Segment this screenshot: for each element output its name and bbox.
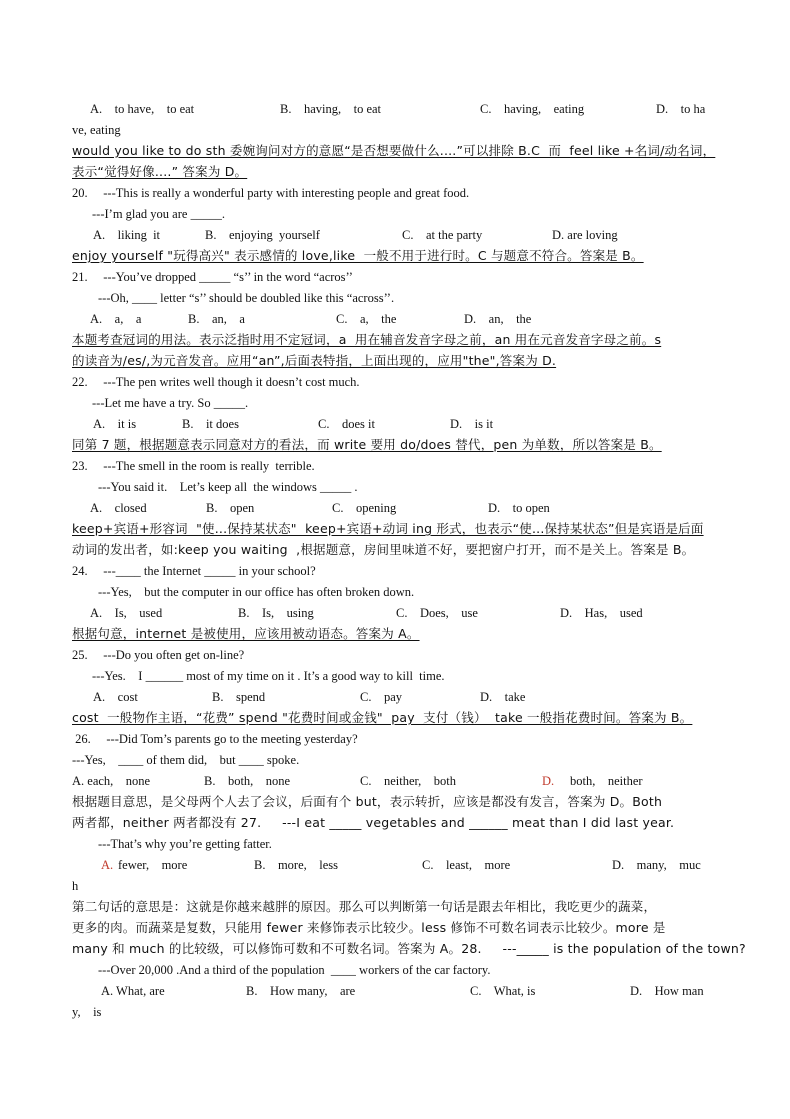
q23-explanation-line: 动词的发出者，如:keep you waiting ,根据题意，房间里味道不好，要把窗户打开，而不是关上。答案是 B。: [72, 542, 695, 557]
q25-option-c: C. pay: [360, 690, 403, 704]
q24-answer-line: ---Yes, but the computer in our office has often broken down.: [98, 585, 415, 599]
q24-option-c: C. Does, use: [396, 606, 478, 620]
q20-question: 20. ---This is really a wonderful party with interesting people and great food.: [72, 186, 470, 200]
q20-option-c: C. at the party: [402, 228, 483, 242]
q27-explanation-line: 更多的肉。而蔬菜是复数，只能用 fewer 来修饰表示比较少。less 修饰不可数名词表示比较少。more 是: [72, 920, 666, 935]
q25-answer-line: ---Yes. I ______ most of my time on it . It’s a good way to kill time.: [92, 669, 445, 683]
q23-option-d: D. to open: [488, 501, 550, 515]
q21-question: 21. ---You’ve dropped _____ “s’’ in the word “acros’’: [72, 270, 353, 284]
q27-explanation-line: 第二句话的意思是：这就是你越来越胖的原因。那么可以判断第一句话是跟去年相比，我吃更少的蔬菜，: [72, 899, 657, 914]
q22-explanation-line: 同第 7 题，根据题意表示同意对方的看法，而 write 要用 do/does 替代，pen 为单数，所以答案是 B。: [72, 437, 662, 452]
q26-option-b: B. both, none: [204, 774, 291, 788]
q23-answer-line: ---You said it. Let’s keep all the windows _____ .: [98, 480, 358, 494]
q26-option-d-text: both, neither: [570, 774, 643, 788]
q22-option-b: B. it does: [182, 417, 239, 431]
q27-option-c: C. least, more: [422, 858, 511, 872]
q27-answer-line: ---That’s why you’re getting fatter.: [98, 837, 272, 851]
q26-explanation-line: 根据题目意思，是父母两个人去了会议，后面有个 but，表示转折，应该是都没有发言，答案为 D。Both: [72, 794, 663, 809]
q25-explanation-line: cost 一般物作主语，“花费” spend "花费时间或金钱" pay 支付（钱） take 一般指花费时间。答案为 B。: [72, 710, 693, 725]
q25-option-b: B. spend: [212, 690, 266, 704]
q27-option-a-text: fewer, more: [118, 858, 188, 872]
q28-option-a: A. What, are: [101, 984, 165, 998]
q19-option-a: A. to have, to eat: [90, 102, 195, 116]
q19-explanation-line: 表示“觉得好像....” 答案为 D。: [72, 164, 248, 179]
q28-option-wrap: y, is: [72, 1005, 102, 1019]
q28-option-d: D. How man: [630, 984, 704, 998]
q23-explanation-line: keep+宾语+形容词 "使...保持某状态" keep+宾语+动词 ing 形式，也表示“使...保持某状态”但是宾语是后面: [72, 521, 704, 536]
q22-question: 22. ---The pen writes well though it doesn’t cost much.: [72, 375, 360, 389]
q23-option-b: B. open: [206, 501, 255, 515]
q19-option-d: D. to ha: [656, 102, 706, 116]
q24-option-a: A. Is, used: [90, 606, 163, 620]
q27-option-b: B. more, less: [254, 858, 339, 872]
q21-explanation-line: 本题考查冠词的用法。表示泛指时用不定冠词，a 用在辅音发音字母之前，an 用在元音发音字母之前。s: [72, 332, 662, 347]
q20-answer-line: ---I’m glad you are _____.: [92, 207, 225, 221]
q23-option-c: C. opening: [332, 501, 397, 515]
q26-question: 26. ---Did Tom’s parents go to the meeting yesterday?: [72, 732, 358, 746]
q22-option-a: A. it is: [93, 417, 137, 431]
q28-option-b: B. How many, are: [246, 984, 356, 998]
q28-answer-line: ---Over 20,000 .And a third of the population ____ workers of the car factory.: [98, 963, 491, 977]
q21-option-c: C. a, the: [336, 312, 397, 326]
q23-question: 23. ---The smell in the room is really terrible.: [72, 459, 315, 473]
q25-option-a: A. cost: [93, 690, 138, 704]
q26-answer-line: ---Yes, ____ of them did, but ____ spoke.: [72, 753, 300, 767]
q23-option-a: A. closed: [90, 501, 147, 515]
q21-option-d: D. an, the: [464, 312, 532, 326]
q24-explanation-line: 根据句意，internet 是被使用，应该用被动语态。答案为 A。: [72, 626, 420, 641]
q20-explanation-line: enjoy yourself "玩得高兴" 表示感情的 love,like 一般不用于进行时。C 与题意不符合。答案是 B。: [72, 248, 644, 263]
q20-option-a: A. liking it: [93, 228, 161, 242]
q22-answer-line: ---Let me have a try. So _____.: [92, 396, 249, 410]
q19-option-wrap: ve, eating: [72, 123, 121, 137]
q21-option-a: A. a, a: [90, 312, 142, 326]
q19-option-b: B. having, to eat: [280, 102, 382, 116]
q25-question: 25. ---Do you often get on-line?: [72, 648, 245, 662]
q24-question: 24. ---____ the Internet _____ in your school?: [72, 564, 316, 578]
q20-option-d: D. are loving: [552, 228, 618, 242]
q19-explanation-line: would you like to do sth 委婉询问对方的意愿“是否想要做什么....”可以排除 B.C 而 feel like +名词/动名词，: [72, 143, 716, 158]
q26-option-c: C. neither, both: [360, 774, 457, 788]
q26-option-d-letter: D.: [542, 774, 555, 788]
q24-option-d: D. Has, used: [560, 606, 643, 620]
q27-option-wrap: h: [72, 879, 79, 893]
q27-explanation-line: many 和 much 的比较级，可以修饰可数和不可数名词。答案为 A。28. ---_____ is the population of the town?: [72, 941, 746, 956]
q21-option-b: B. an, a: [188, 312, 245, 326]
q27-option-a-letter: A.: [101, 858, 114, 872]
q26-explanation-line: 两者都，neither 两者都没有 27. ---I eat _____ vegetables and ______ meat than I did last year.: [72, 815, 675, 830]
q21-explanation-line: 的读音为/es/,为元音发音。应用“an”,后面表特指，上面出现的，应用"the",答案为 D.: [72, 353, 557, 368]
q21-answer-line: ---Oh, ____ letter “s’’ should be doubled like this “across’’.: [98, 291, 395, 305]
q25-option-d: D. take: [480, 690, 526, 704]
q22-option-c: C. does it: [318, 417, 375, 431]
q24-option-b: B. Is, using: [238, 606, 314, 620]
q20-option-b: B. enjoying yourself: [205, 228, 320, 242]
q28-option-c: C. What, is: [470, 984, 536, 998]
q27-option-d: D. many, muc: [612, 858, 701, 872]
q19-option-c: C. having, eating: [480, 102, 585, 116]
q22-option-d: D. is it: [450, 417, 494, 431]
q26-option-a: A. each, none: [72, 774, 151, 788]
